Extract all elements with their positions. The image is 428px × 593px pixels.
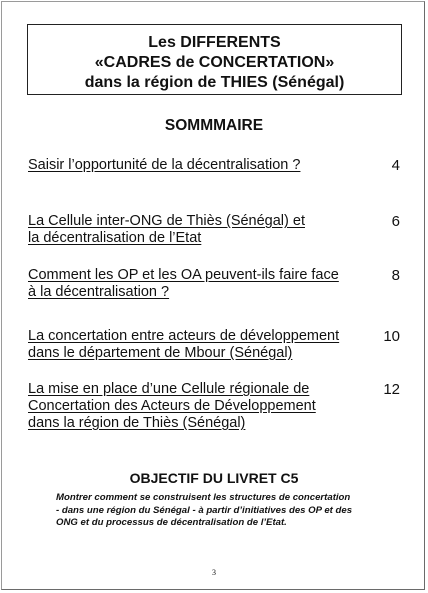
toc-entry-4-line-1[interactable]: La concertation entre acteurs de développement (28, 328, 340, 344)
toc-entry-3-line-1[interactable]: Comment les OP et les OA peuvent-ils faire face (28, 267, 339, 283)
toc-entry-5-title[interactable] (28, 381, 358, 432)
sommaire-heading: SOMMMAIRE (164, 117, 264, 134)
objectif-line-1: Montrer comment se construisent les structures de concertation (56, 492, 351, 503)
toc-entry-4-title[interactable] (28, 328, 358, 362)
toc-entry-3-title[interactable] (28, 267, 358, 301)
toc-entry-5-line-2[interactable]: Concertation des Acteurs de Développement (28, 398, 316, 414)
toc-entry-5-line-1[interactable]: La mise en place d’une Cellule régionale de (28, 381, 310, 397)
objectif-line-2: - dans une région du Sénégal - à partir d’initiatives des OP et des (56, 504, 353, 516)
toc-entry-2-line-1[interactable]: La Cellule inter-ONG de Thiès (Sénégal) et (28, 213, 305, 229)
toc-entry-3-page: 8 (391, 267, 400, 284)
toc-entry-2-page: 6 (391, 213, 400, 230)
title-line-2: «CADRES de CONCERTATION» (94, 54, 335, 71)
objectif-line-3: ONG et du processus de décentralisation de l’Etat. (56, 517, 287, 528)
title-line-3: dans la région de THIES (Sénégal) (84, 74, 345, 91)
toc-entry-1-page: 4 (391, 157, 400, 174)
toc-entry-1-line-1[interactable]: Saisir l’opportunité de la décentralisation ? (28, 157, 301, 173)
title-box (27, 24, 402, 95)
toc-entry-4-page: 10 (383, 328, 400, 345)
toc-entry-2-line-2[interactable]: la décentralisation de l’Etat (28, 230, 202, 246)
toc-entry-2-title[interactable] (28, 213, 358, 247)
toc-entry-5-line-3[interactable]: dans la région de Thiès (Sénégal) (28, 415, 246, 431)
page-number: 3 (212, 568, 216, 577)
toc-entry-3-line-2[interactable]: à la décentralisation ? (28, 284, 170, 300)
toc-entry-5-page: 12 (383, 381, 400, 398)
toc-entry-4-line-2[interactable]: dans le département de Mbour (Sénégal) (28, 345, 293, 361)
objectif-heading: OBJECTIF DU LIVRET C5 (129, 470, 299, 486)
toc-entry-1-title[interactable] (28, 157, 358, 174)
title-line-1: Les DIFFERENTS (148, 34, 281, 51)
objectif-description (56, 492, 386, 530)
